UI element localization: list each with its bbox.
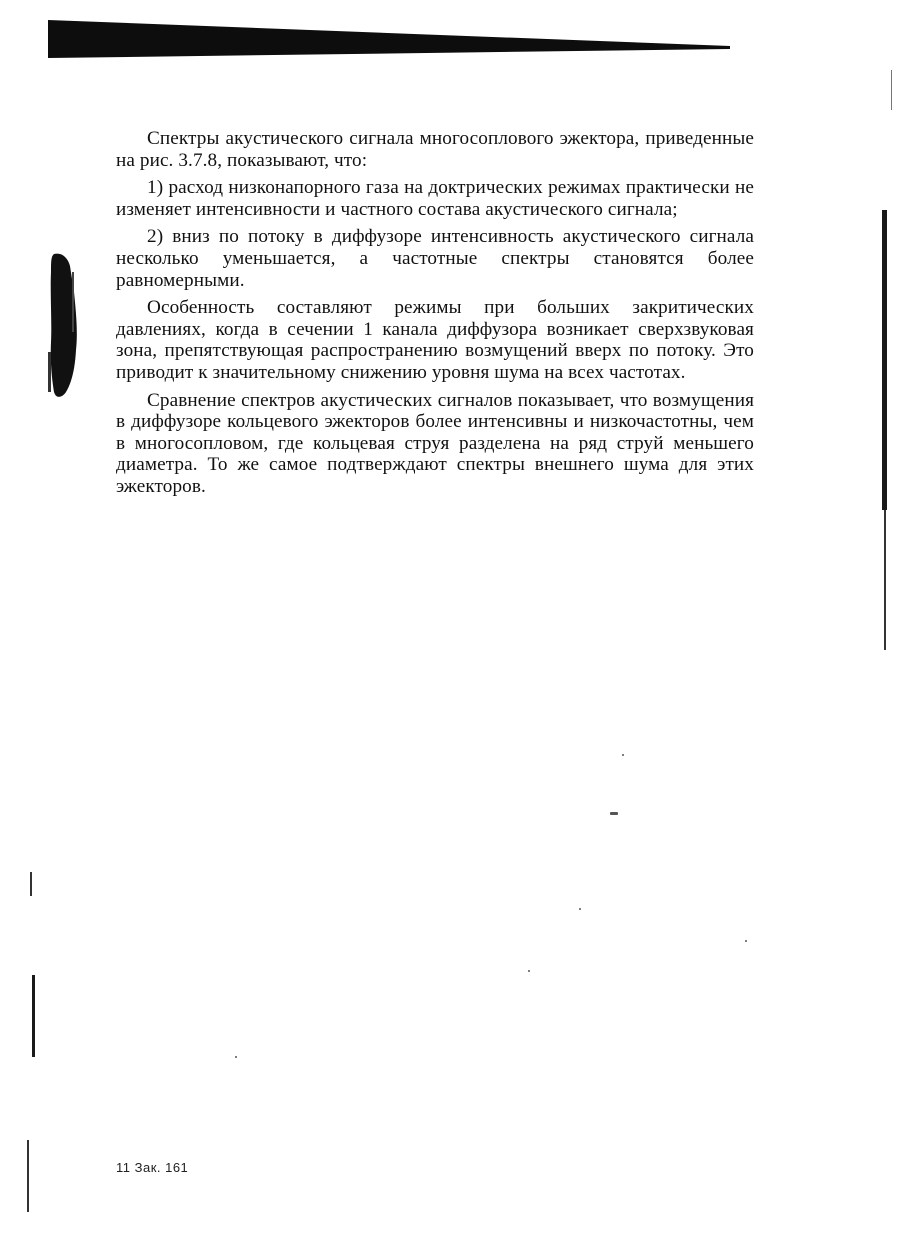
scan-left-edge-mark-1	[30, 872, 32, 896]
scan-speck	[622, 754, 624, 756]
scan-speck	[610, 812, 618, 815]
scan-left-blot-artifact	[46, 252, 82, 400]
scan-right-edge-top-mark	[891, 70, 892, 110]
scan-speck	[745, 940, 747, 942]
paragraph-feature: Особенность составляют режимы при больших закритических давлениях, когда в сечении 1 канала диффузора возникает сверхзвуковая зона, препятствующая распространению возмущений вверх по потоку. Это приводит к значительному снижению уровня шума на всех частотах.	[116, 297, 754, 383]
paragraph-item-2: 2) вниз по потоку в диффузоре интенсивность акустического сигнала несколько уменьшается, а частотные спектры становятся более равномерными.	[116, 226, 754, 291]
paragraph-intro: Спектры акустического сигнала многосоплового эжектора, приведенные на рис. 3.7.8, показывают, что:	[116, 128, 754, 171]
scan-right-edge-line	[882, 210, 887, 510]
scan-speck	[579, 908, 581, 910]
scan-left-edge-mark-2	[32, 975, 35, 1057]
scan-speck	[528, 970, 530, 972]
main-text	[116, 128, 754, 498]
scan-right-edge-thin	[884, 510, 886, 650]
paragraph-comparison: Сравнение спектров акустических сигналов показывает, что возмущения в диффузоре кольцевого эжекторов более интенсивны и низкочастотны, чем в многосопловом, где кольцевая струя разделена на ряд струй меньшего диаметра. То же самое подтверждают спектры внешнего шума для этих эжекторов.	[116, 389, 754, 497]
scan-speck	[235, 1056, 237, 1058]
scan-top-bar-artifact	[48, 18, 730, 58]
paragraph-item-1: 1) расход низконапорного газа на доктрических режимах практически не изменяет интенсивности и частного состава акустического сигнала;	[116, 177, 754, 220]
scan-left-edge-mark-3	[27, 1140, 29, 1212]
footer-order-number: 11 Зак. 161	[116, 1160, 189, 1175]
